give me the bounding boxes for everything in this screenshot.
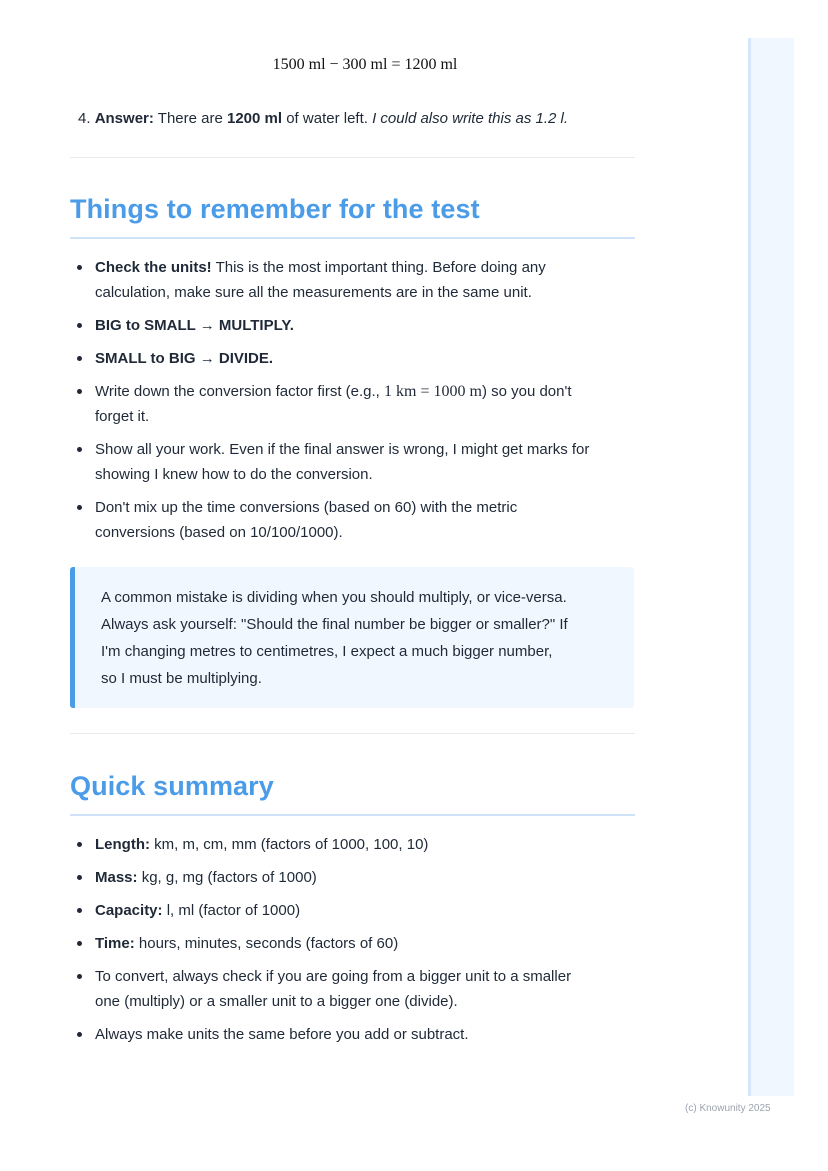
- list-item-bold: Capacity:: [95, 902, 163, 919]
- list-item-bold: Check the units!: [95, 259, 212, 276]
- list-item-text: hours, minutes, seconds (factors of 60): [134, 935, 399, 952]
- list-item-text: showing I knew how to do the conversion.: [95, 466, 373, 483]
- list-item-text: forget it.: [95, 408, 150, 425]
- list-item-text: Don't mix up the time conversions (based on 60) with the metric: [95, 499, 518, 516]
- list-item: [70, 495, 635, 545]
- answer-value: 1200 ml: [227, 110, 283, 127]
- list-item: [70, 931, 635, 956]
- callout-line: so I must be multiplying.: [101, 670, 262, 687]
- list-item: [70, 313, 635, 338]
- section-heading-remember: Things to remember for the test: [70, 194, 480, 224]
- answer-line: [78, 110, 568, 127]
- list-item-text: This is the most important thing. Before doing any: [211, 259, 546, 276]
- list-item: [70, 437, 635, 487]
- list-item: [70, 964, 635, 1014]
- list-item-text: calculation, make sure all the measurements are in the same unit.: [95, 284, 532, 301]
- list-item-text: Write down the conversion factor first (e.g.,: [95, 383, 385, 400]
- answer-label: Answer:: [94, 110, 154, 127]
- list-item-text: ) so you don't: [481, 383, 572, 400]
- list-item-text: conversions (based on 10/100/1000).: [95, 524, 343, 541]
- list-item-text: l, ml (factor of 1000): [162, 902, 301, 919]
- list-item: [70, 898, 635, 923]
- list-item: [70, 832, 635, 857]
- list-item: [70, 346, 635, 371]
- heading-underline: [70, 237, 635, 239]
- list-item-bold: Time:: [95, 935, 135, 952]
- list-item-bold: Length:: [95, 836, 150, 853]
- list-item: [70, 255, 635, 305]
- summary-list: [70, 832, 635, 1047]
- remember-list: [70, 255, 635, 545]
- section-heading-summary: Quick summary: [70, 771, 274, 801]
- list-item: [70, 1022, 635, 1047]
- tip-callout: [70, 567, 634, 708]
- heading-underline: [70, 814, 635, 816]
- answer-text-after: of water left.: [286, 110, 368, 127]
- sidebar-strip: [748, 38, 794, 1096]
- list-item-text: km, m, cm, mm (factors of 1000, 100, 10): [149, 836, 429, 853]
- list-item: [70, 379, 635, 429]
- list-item-text: kg, g, mg (factors of 1000): [137, 869, 317, 886]
- list-item: [70, 865, 635, 890]
- equation: 1500 ml − 300 ml = 1200 ml: [272, 56, 458, 73]
- list-item-bold: Mass:: [95, 869, 138, 886]
- callout-line: Always ask yourself: "Should the final number be bigger or smaller?" If: [101, 616, 568, 633]
- answer-number: 4.: [78, 110, 91, 127]
- footer-copyright: (c) Knowunity 2025: [685, 1103, 771, 1114]
- callout-line: A common mistake is dividing when you should multiply, or vice-versa.: [101, 589, 567, 606]
- answer-text-before: There are: [157, 110, 223, 127]
- list-item-text: Always make units the same before you add or subtract.: [95, 1026, 469, 1043]
- divider: [70, 157, 635, 158]
- list-item-bold: BIG to SMALL → MULTIPLY.: [95, 317, 294, 334]
- callout-line: I'm changing metres to centimetres, I expect a much bigger number,: [101, 643, 553, 660]
- list-item-text: To convert, always check if you are going from a bigger unit to a smaller: [95, 968, 572, 985]
- conversion-formula: 1 km = 1000 m: [384, 383, 482, 400]
- answer-note: I could also write this as 1.2 l.: [372, 110, 569, 127]
- list-item-text: one (multiply) or a smaller unit to a bigger one (divide).: [95, 993, 458, 1010]
- list-item-text: Show all your work. Even if the final answer is wrong, I might get marks for: [95, 441, 590, 458]
- divider: [70, 733, 635, 734]
- list-item-bold: SMALL to BIG → DIVIDE.: [95, 350, 274, 367]
